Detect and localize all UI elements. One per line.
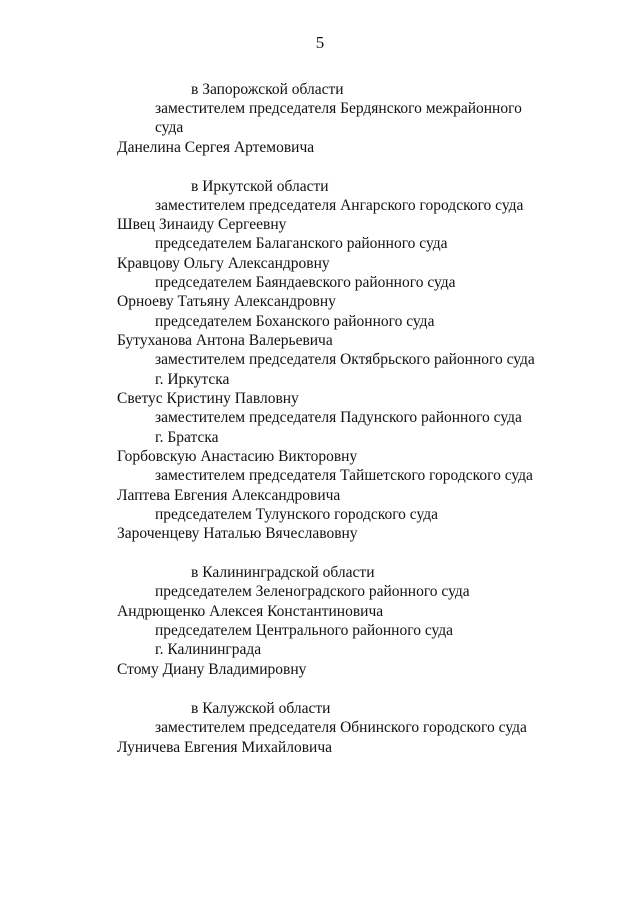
person-name: Кравцову Ольгу Александровну <box>117 255 330 272</box>
region-heading: в Запорожской области <box>191 81 344 98</box>
position-line: заместителем председателя Октябрьского районного суда <box>155 351 535 368</box>
position-line: суда <box>155 119 184 136</box>
person-name: Горбовскую Анастасию Викторовну <box>117 448 358 465</box>
position-line: заместителем председателя Бердянского межрайонного <box>155 100 522 117</box>
person-name: Орноеву Татьяну Александровну <box>117 293 336 310</box>
position-line: председателем Баяндаевского районного суда <box>155 274 456 291</box>
person-name: Бутуханова Антона Валерьевича <box>117 332 333 349</box>
person-name: Светус Кристину Павловну <box>117 390 299 407</box>
position-line: председателем Балаганского районного суда <box>155 235 448 252</box>
position-line: заместителем председателя Падунского районного суда <box>155 409 522 426</box>
person-name: Данелина Сергея Артемовича <box>117 139 315 156</box>
position-line: г. Калининграда <box>155 641 262 658</box>
page-number: 5 <box>315 33 325 52</box>
position-line: заместителем председателя Ангарского городского суда <box>155 197 524 214</box>
position-line: г. Братска <box>155 429 219 446</box>
person-name: Швец Зинаиду Сергеевну <box>117 216 287 233</box>
person-name: Стому Диану Владимировну <box>117 661 307 678</box>
position-line: председателем Зеленоградского районного суда <box>155 583 470 600</box>
person-name: Луничева Евгения Михайловича <box>117 739 332 756</box>
position-line: председателем Боханского районного суда <box>155 313 435 330</box>
person-name: Лаптева Евгения Александровича <box>117 487 341 504</box>
region-heading: в Иркутской области <box>191 178 329 195</box>
person-name: Андрющенко Алексея Константиновича <box>117 603 384 620</box>
position-line: г. Иркутска <box>155 371 230 388</box>
position-line: председателем Центрального районного суда <box>155 622 454 639</box>
region-heading: в Калининградской области <box>191 564 375 581</box>
position-line: заместителем председателя Обнинского городского суда <box>155 719 527 736</box>
position-line: председателем Тулунского городского суда <box>155 506 439 523</box>
region-heading: в Калужской области <box>191 700 331 717</box>
position-line: заместителем председателя Тайшетского городского суда <box>155 467 533 484</box>
person-name: Зароченцеву Наталью Вячеславовну <box>117 525 358 542</box>
